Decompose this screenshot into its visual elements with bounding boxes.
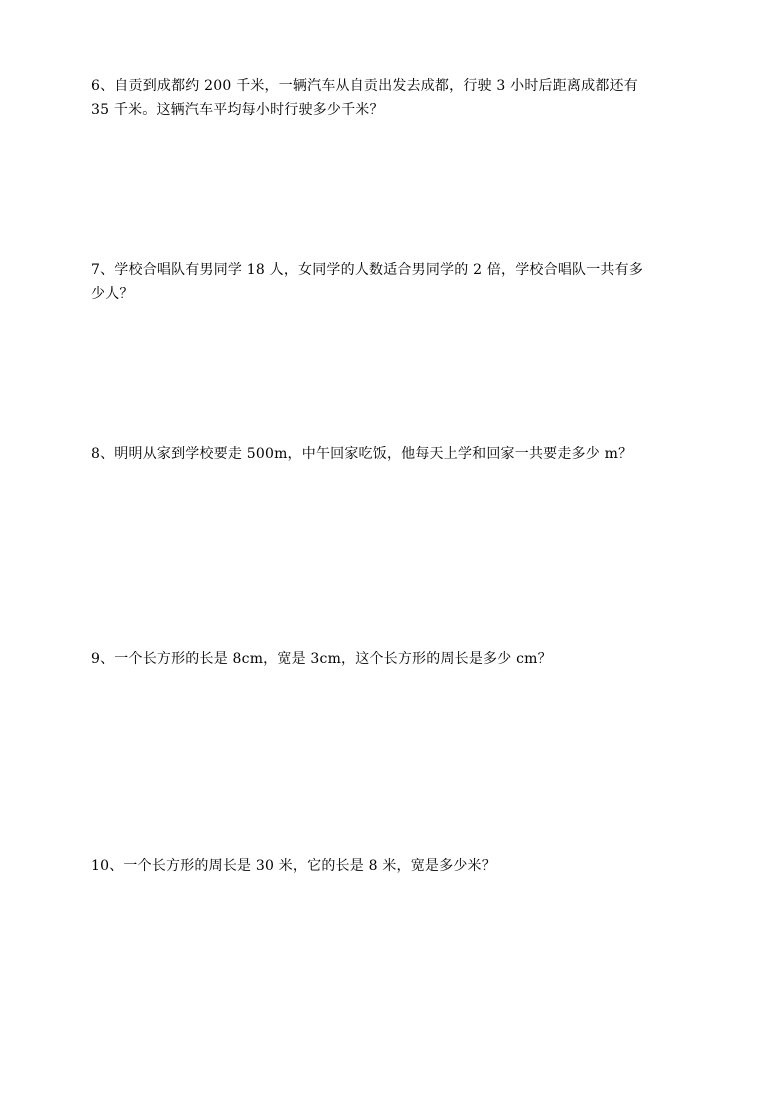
question-8-line-1: 8、明明从家到学校要走 500m，中午回家吃饭，他每天上学和回家一共要走多少 m？ bbox=[91, 446, 633, 462]
question-9 bbox=[91, 647, 701, 671]
question-7-line-1: 7、学校合唱队有男同学 18 人，女同学的人数适合男同学的 2 倍，学校合唱队一共有多 bbox=[91, 262, 644, 278]
question-7 bbox=[91, 258, 701, 306]
question-10 bbox=[91, 854, 701, 878]
question-9-line-1: 9、一个长方形的长是 8cm，宽是 3cm，这个长方形的周长是多少 cm？ bbox=[91, 651, 552, 667]
question-10-line-1: 10、一个长方形的周长是 30 米，它的长是 8 米，宽是多少米？ bbox=[91, 858, 496, 874]
question-6-line-2: 35 千米。这辆汽车平均每小时行驶多少千米？ bbox=[91, 102, 384, 118]
question-6 bbox=[91, 74, 701, 122]
question-8 bbox=[91, 442, 701, 466]
question-7-line-2: 少人？ bbox=[91, 286, 134, 302]
question-6-line-1: 6、自贡到成都约 200 千米，一辆汽车从自贡出发去成都，行驶 3 小时后距离成都还有 bbox=[91, 78, 638, 94]
